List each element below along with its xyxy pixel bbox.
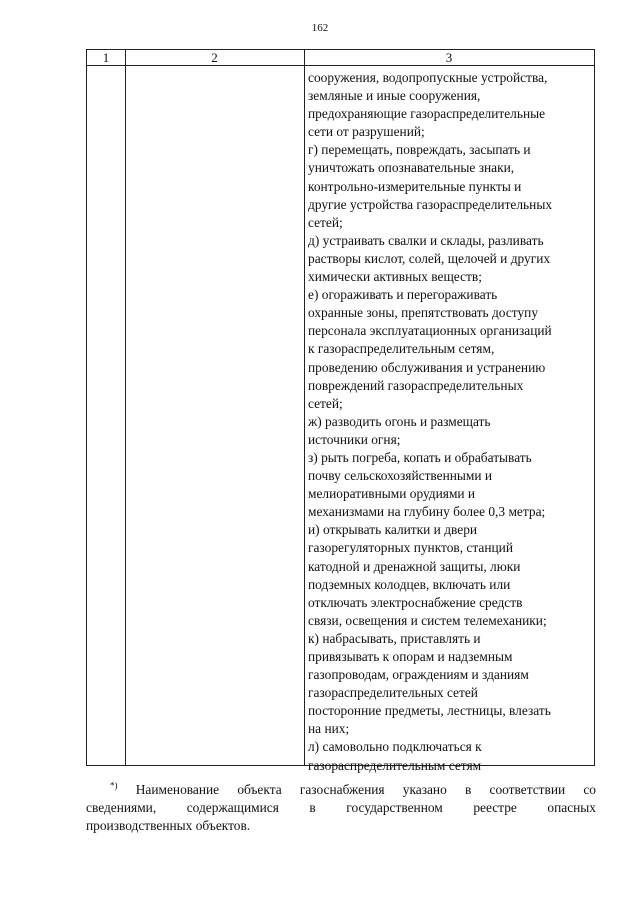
cell-line: и) открывать калитки и двери — [308, 522, 478, 538]
column-3-text — [308, 69, 593, 775]
cell-line: привязывать к опорам и надземным — [308, 649, 513, 664]
cell-line: связи, освещения и систем телемеханики; — [308, 612, 547, 628]
cell-line: газопроводам, ограждениям и зданиям — [308, 667, 529, 683]
column-divider-1 — [125, 50, 126, 765]
page-number: 162 — [311, 22, 329, 34]
cell-line: мелиоративными орудиями и — [308, 486, 476, 502]
cell-line: уничтожать опознавательные знаки, — [308, 160, 515, 176]
cell-line: д) устраивать свалки и склады, разливать — [308, 232, 544, 248]
cell-line: проведению обслуживания и устранению — [308, 359, 546, 375]
cell-line: сетей; — [308, 214, 343, 230]
cell-line: химически активных веществ; — [308, 269, 482, 285]
header-row-divider — [87, 65, 594, 66]
cell-line: к газораспределительным сетям, — [308, 341, 495, 357]
cell-line: л) самовольно подключаться к — [308, 739, 482, 755]
cell-line: механизмами на глубину более 0,3 метра; — [308, 504, 546, 520]
cell-line: сети от разрушений; — [308, 124, 425, 140]
cell-line: персонала эксплуатационных организаций — [308, 323, 552, 339]
cell-line: на них; — [308, 721, 350, 737]
cell-line: газорегуляторных пунктов, станций — [308, 540, 514, 556]
cell-line: повреждений газораспределительных — [308, 377, 524, 393]
column-divider-2 — [304, 50, 305, 765]
cell-line: контрольно-измерительные пункты и — [308, 178, 522, 194]
cell-line: сооружения, водопропускные устройства, — [308, 70, 548, 85]
cell-line: охранные зоны, препятствовать доступу — [308, 305, 539, 321]
footnote-line: *) Наименование объекта газоснабжения указано в соответствии со — [110, 780, 596, 797]
cell-line: г) перемещать, повреждать, засыпать и — [308, 142, 531, 158]
footnote — [86, 781, 596, 835]
cell-line: газораспределительных сетей — [308, 685, 478, 701]
cell-line: предохраняющие газораспределительные — [308, 106, 546, 122]
cell-line: другие устройства газораспределительных — [308, 196, 553, 212]
cell-line: к) набрасывать, приставлять и — [308, 630, 481, 646]
cell-line: растворы кислот, солей, щелочей и других — [308, 250, 551, 266]
column-header-3: 3 — [445, 50, 453, 65]
cell-line: катодной и дренажной защиты, люки — [308, 558, 521, 574]
cell-line: отключать электроснабжение средств — [308, 594, 523, 610]
cell-line: ж) разводить огонь и размещать — [308, 413, 491, 429]
cell-line: з) рыть погреба, копать и обрабатывать — [308, 449, 532, 465]
cell-line: е) огораживать и перегораживать — [308, 287, 498, 303]
column-header-2: 2 — [211, 50, 218, 65]
cell-line: газораспределительным сетям — [308, 757, 482, 773]
footnote-marker: *) — [110, 780, 118, 791]
cell-line: почву сельскохозяйственными и — [308, 468, 493, 484]
footnote-line: сведениями, содержащимися в государственном реестре опасных — [86, 800, 596, 815]
document-table — [86, 49, 595, 773]
cell-line: сетей; — [308, 395, 343, 411]
cell-line: подземных колодцев, включать или — [308, 576, 511, 592]
column-header-1: 1 — [102, 50, 110, 65]
cell-line: посторонние предметы, лестницы, влезать — [308, 703, 551, 719]
cell-line: источники огня; — [308, 431, 401, 447]
footnote-line: производственных объектов. — [86, 818, 251, 833]
cell-line: земляные и иные сооружения, — [308, 88, 481, 104]
